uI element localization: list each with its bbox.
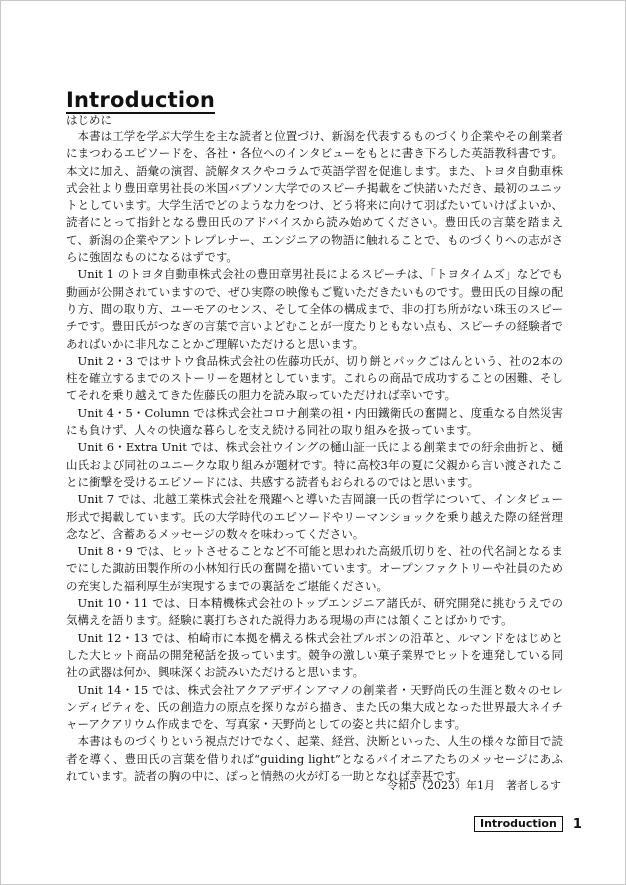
paragraph-unit-8-9: Unit 8・9 では、ヒットさせることなど不可能と思われた高級爪切りを、社の代名詞となるまでにした諏訪田製作所の小林知行氏の奮闘を描いています。オープンファクトリーや社員のための充実した福利厚生が実現するまでの裏話をご堪能ください。 — [66, 544, 563, 593]
footer-section-label: Introduction — [474, 816, 563, 832]
paragraph-unit-1: Unit 1 のトヨタ自動車株式会社の豊田章男社長によるスピーチは、「トヨタイムズ」などでも動画が公開されていますので、ぜひ実際の映像もご覧いただきたいものです。豊田氏の目線の配り方、間の取り方、ユーモアのセンス、そして全体の構成まで、非の打ち所がない珠玉のスピーチです。豊田氏がつなぎの言葉で言いよどむことが一度たりともない点も、スピーチの経験者であればいかに非凡なことかご理解いただけると思います。 — [66, 267, 563, 351]
paragraph-unit-4-5: Unit 4・5・Column では株式会社コロナ創業の祖・内田鐵衛氏の奮闘と、度重なる自然災害にも負けず、人々の快適な暮らしを支え続ける同社の取り組みを扱っています。 — [66, 405, 563, 438]
page-title: Introduction — [66, 88, 216, 112]
paragraph-unit-12-13: Unit 12・13 では、柏崎市に本拠を構える株式会社ブルボンの沿革と、ルマンドをはじめとした大ヒット商品の開発秘話を扱っています。競争の激しい菓子業界でヒットを連発している同社の武器は何か、興味深くお読みいただけると思います。 — [66, 630, 563, 680]
paragraph-unit-7: Unit 7 では、北越工業株式会社を飛躍へと導いた吉岡譲一氏の哲学について、インタビュー形式で掲載しています。氏の大学時代のエピソードやリーマンショックを乗り越えた際の経営理念など、含蓄あるメッセージの数々を味わってください。 — [66, 492, 563, 541]
paragraph-intro: 本書は工学を学ぶ大学生を主な読者と位置づけ、新潟を代表するものづくり企業やその創業者にまつわるエピソードを、各社・各位へのインタビューをもとに書き下ろした英語教科書です。本文に加え、語彙の演習、読解タスクやコラムで英語学習を促進します。また、トヨタ自動車株式会社より豊田章男社長の米国バブソン大学でのスピーチ掲載をご快諾いただき、最初のユニットとしています。大学生活でどのような力をつけ、どう将来に向けて羽ばたいていけばよいか、読者にとって指針となる豊田氏のアドバイスから読み始めてください。豊田氏の言葉を踏まえて、新潟の企業やアントレプレナー、エンジニアの物語に触れることで、ものづくりへの志がさらに強固なものになるはずです。 — [66, 129, 563, 265]
paragraph-unit-6: Unit 6・Extra Unit では、株式会社ウイングの樋山証一氏による創業までの紆余曲折と、樋山氏および同社のユニークな取り組みが題材です。特に高校3年の夏に父親から言い渡されたことに衝撃を受けるエピソードには、共感する読者もおられるのではと思います。 — [66, 440, 563, 489]
page-subtitle: はじめに — [66, 113, 112, 127]
paragraph-unit-2-3: Unit 2・3 ではサトウ食品株式会社の佐藤功氏が、切り餅とパックごはんという、社の2本の柱を確立するまでのストーリーを題材としています。これらの商品で成功することの困難、そしてそれを乗り越えてきた佐藤氏の胆力を読み取っていただければ幸いです。 — [66, 353, 563, 403]
signoff-date-author: 令和5（2023）年1月 著者しるす — [387, 779, 561, 792]
page-footer — [474, 816, 582, 832]
paragraph-closing: 本書はものづくりという視点だけでなく、起業、経営、決断といった、人生の様々な節目で読者を導く、豊田氏の言葉を借りれば“guiding light”となるパイオニアたちのメッセージにあふれています。読者の胸の中に、ぽっと情熱の火が灯る一助となれば幸甚です。 — [66, 734, 563, 783]
paragraph-unit-14-15: Unit 14・15 では、株式会社アクアデザインアマノの創業者・天野尚氏の生涯と数々のセレンディピティを、氏の創造力の原点を探りながら描き、また氏の集大成となった世界最大ネイチャーアクアリウム作成までを、写真家・天野尚としての姿と共に紹介します。 — [66, 682, 563, 732]
page-number: 1 — [572, 816, 582, 832]
paragraph-unit-10-11: Unit 10・11 では、日本精機株式会社のトップエンジニア諸氏が、研究開発に挑むうえでの気構えを語ります。経験に裏打ちされた説得力ある現場の声には頷くことばかりです。 — [66, 596, 563, 628]
body-text — [66, 128, 563, 785]
